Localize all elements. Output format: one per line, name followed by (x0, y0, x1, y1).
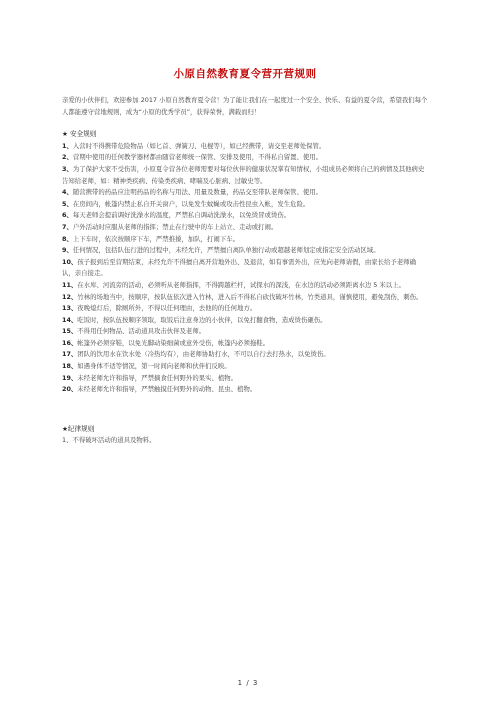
rule-number: 14、 (62, 315, 78, 324)
rule-number: 5、 (62, 199, 73, 208)
rule-item (62, 292, 428, 304)
rule-number: 18、 (62, 362, 78, 371)
rule-number: 12、 (62, 292, 78, 301)
rule-item (62, 257, 428, 280)
rule-number: 1、 (62, 141, 73, 150)
rule-number: 19、 (62, 373, 78, 382)
rule-text: 如遇身体不适等情况，第一时间向老师和伙伴们反映。 (77, 362, 231, 371)
rule-number: 4、 (62, 188, 73, 197)
rule-item (62, 280, 428, 292)
rule-number: 20、 (62, 385, 78, 394)
rule-item (62, 326, 428, 338)
discipline-rules-heading: ★纪律规则 (62, 424, 95, 433)
rule-text: 任何情况，包括队伍行进的过程中，未经允许，严禁擅自离队单独行动或超越老师划定或指定安全活动区域。 (72, 246, 380, 255)
rule-number: 16、 (62, 338, 78, 347)
rule-item (62, 384, 428, 396)
rule-number: 10、 (62, 257, 78, 266)
rule-number: 2、 (62, 153, 73, 162)
rule-text: 竹林的场地当中，按顺序，按队伍依次进入竹林，进入后不得私自砍伐破坏竹林，竹类道具，谨慎使用，避免刮伤，刺伤。 (77, 292, 423, 301)
rule-text: 不得破坏活动的道具及物料。 (72, 436, 156, 445)
rule-item (62, 210, 428, 222)
rule-number: 7、 (62, 222, 73, 231)
rule-item (62, 199, 428, 211)
rule-item (62, 315, 428, 327)
rule-text: 未经老师允许和指导，严禁触摸任何野外的动物、昆虫、植物。 (77, 385, 257, 394)
safety-rules-heading: ★ 安全规则 (62, 130, 97, 139)
rule-item (62, 187, 428, 199)
rule-number: 13、 (62, 304, 78, 313)
rule-text: 随营携带的药品应注明药品的名称与用法、用量及数量，药品交至带队老师保管、使用。 (72, 188, 323, 197)
rule-text: 帐篷外必须穿鞋，以免光脚动染细菌或意外受伤，帐篷内必须拖鞋。 (77, 338, 270, 347)
rule-text: 为了保护大家不受伤害，小原夏令营各位老师需要对每位伙伴的健康状况掌有知情权，小组成员必须将自己的病情及其他病史告知给老师，如：精神类疾病、传染类疾病、哮喘及心脏病、过敏史等。 (62, 164, 425, 185)
rule-item (62, 373, 428, 385)
rule-text: 营期中使用的任何教学器材都由随营老师统一保管、安排及使用，不得私自留置、使用。 (72, 153, 323, 162)
rule-number: 11、 (62, 280, 78, 289)
intro-paragraph: 亲爱的小伙伴们，欢迎参加 2017 小原自然教育夏令营！为了能让我们在一起度过一个安全、快乐、有益的夏令营，希望我们每个人都能遵守营地规则，成为“小原的优秀学员”，获得荣誉，满载而归！ (62, 96, 428, 116)
rule-text: 不得用任何物品、活动道具攻击伙伴及老师。 (77, 327, 206, 336)
page-indicator: 1 / 3 (237, 679, 259, 687)
rule-item (62, 234, 428, 246)
rule-item (62, 222, 428, 234)
rule-item (62, 349, 428, 361)
rule-item (62, 361, 428, 373)
rule-item (62, 141, 428, 153)
rule-item (62, 435, 428, 447)
rule-item (62, 338, 428, 350)
rule-text: 未经老师允许和指导，严禁摘食任何野外的果实、植物。 (77, 373, 238, 382)
rule-item (62, 303, 428, 315)
document-title: 小原自然教育夏令营开营规则 (173, 68, 317, 80)
rule-text: 上下车时，依次按顺序下车，严禁推搡，加队，打闹下车。 (72, 234, 239, 243)
rule-number: 17、 (62, 350, 78, 359)
rule-number: 3、 (62, 164, 73, 173)
rule-number: 9、 (62, 246, 73, 255)
discipline-rules-list (62, 435, 428, 447)
rule-number: 6、 (62, 211, 73, 220)
rule-text: 户外活动时应服从老师的指挥；禁止在行驶中的车上站立、走动或打闹。 (72, 222, 278, 231)
rule-item (62, 152, 428, 164)
rule-number: 8、 (62, 234, 73, 243)
rule-item (62, 164, 428, 187)
rule-text: 在房间内，帐篷内禁止私自开关窗户，以免发生蚊蝇或攻击性昆虫入帐，发生危险。 (72, 199, 310, 208)
safety-rules-list (62, 141, 428, 396)
rule-text: 孩子报到后至营期结束，未经允许不得擅自离开营地外出、及退营，如有事需外出，应先向老师请假，由家长给予老师确认，亲自接走。 (62, 257, 416, 278)
rule-text: 夜晚熄灯后，除厕所外，不得以任何理由，去他的的任何地方。 (77, 304, 257, 313)
rule-text: 在水库、河流旁的活动，必须听从老师指挥，不得跨越栏杆，试探水的深浅，在水边的活动必须距离水边 5 米以上。 (77, 280, 405, 289)
rule-number: 15、 (62, 327, 78, 336)
rule-text: 每天老师会提前调好洗澡水的温度，严禁私自调动洗澡水，以免烫冒或烫伤。 (72, 211, 291, 220)
rule-item (62, 245, 428, 257)
rule-number: 1、 (62, 436, 73, 445)
section-spacer (62, 396, 428, 424)
rule-text: 吃饭时，按队伍按顺序领取，取饭后注意身边的小伙伴，以免打翻食物，造成烫伤砸伤。 (77, 315, 327, 324)
rule-text: 团队的饮用水在饮水处（冷热均有），由老师协助打水，不可以自行去打热水，以免烫伤。 (77, 350, 330, 359)
rule-text: 入营时不得携带危险物品（如匕首、弹簧刀、电棍等），如已经携带，请交至老师处保管。 (72, 141, 326, 150)
